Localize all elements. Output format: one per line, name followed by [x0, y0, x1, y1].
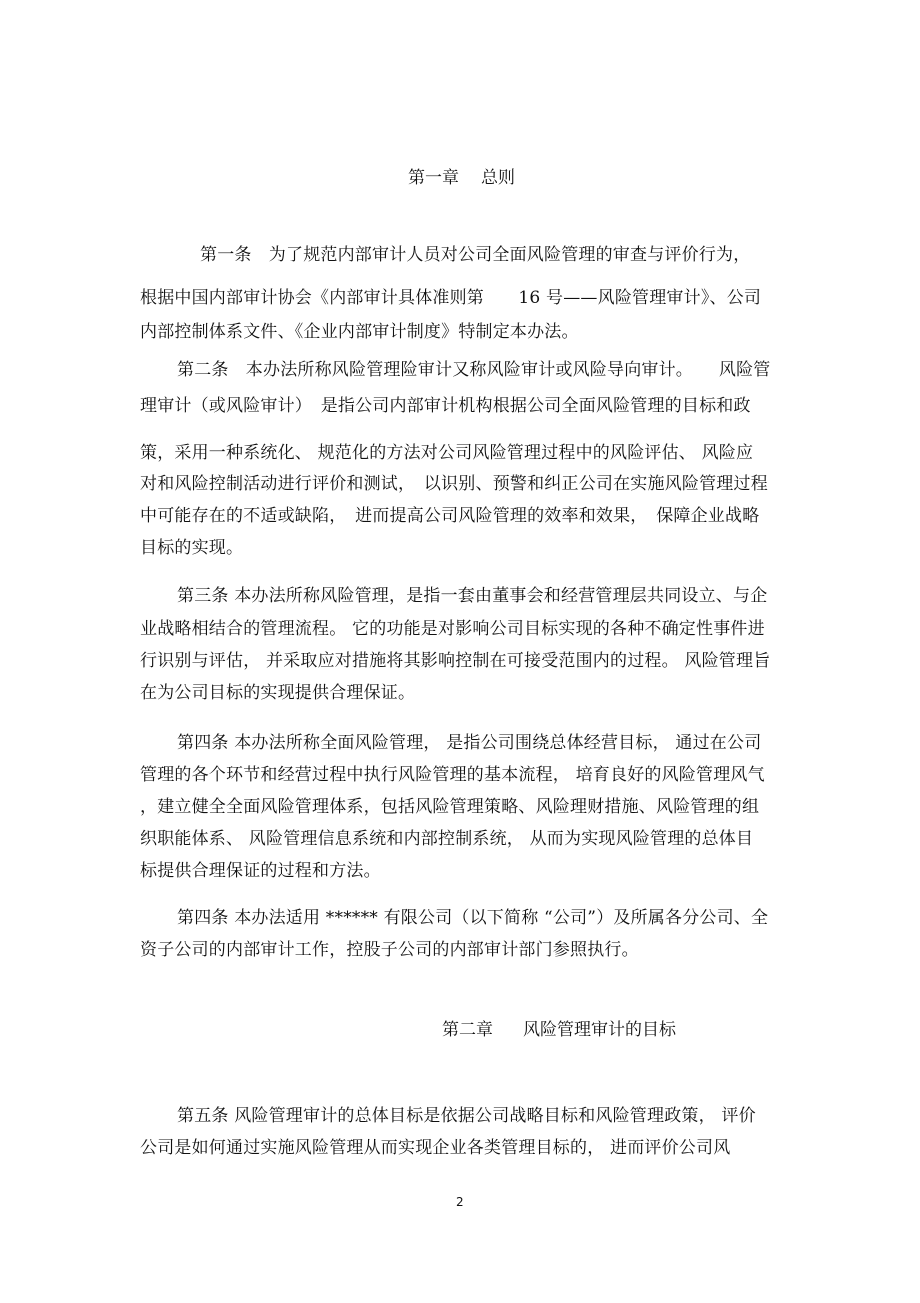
article-4-line-2: 管理的各个环节和经营过程中执行风险管理的基本流程， 培育良好的风险管理风气	[140, 765, 765, 785]
chapter-2-heading	[442, 1018, 676, 1042]
chapter-1-heading	[408, 166, 515, 190]
article-4b-line-1: 第四条 本办法适用 ****** 有限公司（以下简称 “公司”）及所属各分公司、全	[177, 908, 769, 928]
article-5-line-1: 第五条 风险管理审计的总体目标是依据公司战略目标和风险管理政策， 评价	[177, 1106, 756, 1126]
article-4-line-4: 织职能体系、 风险管理信息系统和内部控制系统， 从而为实现风险管理的总体目	[140, 829, 754, 849]
article-3-line-1: 第三条 本办法所称风险管理，是指一套由董事会和经营管理层共同设立、与企	[177, 586, 768, 606]
article-2-line-3: 策，采用一种系统化、 规范化的方法对公司风险管理过程中的风险评估、 风险应	[140, 443, 754, 463]
article-1-line-3: 内部控制体系文件、《企业内部审计制度》特制定本办法。	[140, 322, 579, 342]
page-number: 2	[456, 1195, 464, 1209]
article-4b-line-2: 资子公司的内部审计工作，控股子公司的内部审计部门参照执行。	[140, 940, 639, 960]
article-2-line-5: 中可能存在的不适或缺陷， 进而提高公司风险管理的效率和效果， 保障企业战略	[140, 506, 760, 526]
article-1-line-1: 第一条 为了规范内部审计人员对公司全面风险管理的审查与评价行为，	[200, 245, 751, 265]
article-3-line-3: 行识别与评估， 并采取应对措施将其影响控制在可接受范围内的过程。 风险管理旨	[140, 651, 771, 671]
article-3-line-2: 业战略相结合的管理流程。 它的功能是对影响公司目标实现的各种不确定性事件进	[140, 619, 765, 639]
article-2-line-2: 理审计（或风险审计） 是指公司内部审计机构根据公司全面风险管理的目标和政	[140, 396, 751, 416]
chapter-2-number: 第二章	[442, 1020, 493, 1040]
article-5-line-2: 公司是如何通过实施风险管理从而实现企业各类管理目标的， 进而评价公司风	[140, 1138, 731, 1158]
article-3-line-4: 在为公司目标的实现提供合理保证。	[140, 683, 416, 703]
chapter-2-title: 风险管理审计的目标	[523, 1020, 676, 1040]
chapter-1-number: 第一章	[408, 168, 459, 188]
article-2-line-1: 第二条 本办法所称风险管理险审计又称风险审计或风险导向审计。 风险管	[177, 360, 771, 380]
article-4-line-1: 第四条 本办法所称全面风险管理， 是指公司围绕总体经营目标， 通过在公司	[177, 733, 762, 753]
chapter-1-title: 总则	[481, 168, 515, 188]
article-2-line-4: 对和风险控制活动进行评价和测试， 以识别、预警和纠正公司在实施风险管理过程	[140, 474, 768, 494]
article-4-line-5: 标提供合理保证的过程和方法。	[140, 861, 381, 881]
article-2-line-6: 目标的实现。	[140, 538, 244, 558]
article-4-line-3: ，建立健全全面风险管理体系，包括风险管理策略、风险理财措施、风险管理的组	[140, 797, 760, 817]
article-1-line-2: 根据中国内部审计协会《内部审计具体准则第 16 号——风险管理审计》、公司	[140, 288, 762, 308]
